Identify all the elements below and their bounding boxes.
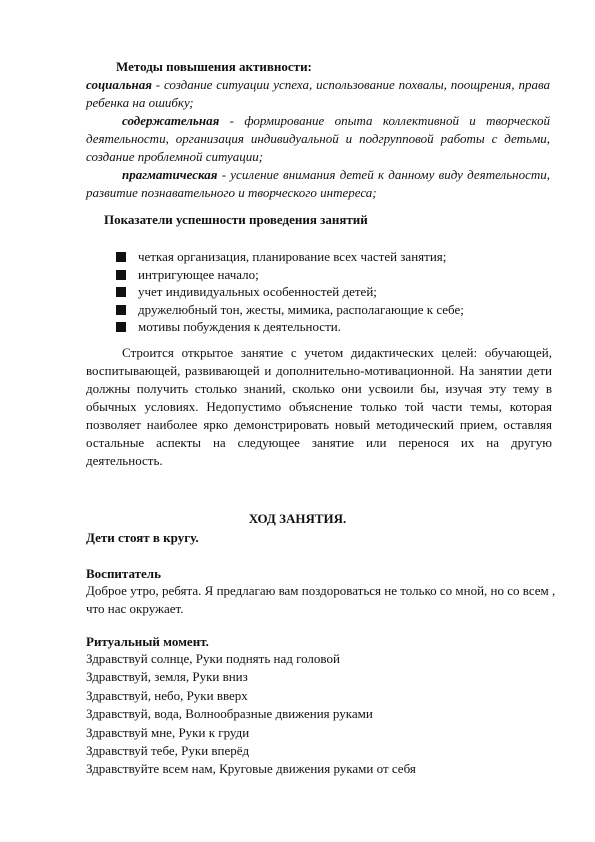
indicators-heading: Показатели успешности проведения занятий: [104, 212, 368, 227]
list-item: [116, 266, 464, 284]
list-item: [116, 318, 464, 336]
square-bullet-icon: [116, 287, 126, 297]
list-item-text: четкая организация, планирование всех частей занятия;: [138, 249, 447, 264]
method-term: содержательная: [122, 113, 220, 128]
ritual-line: Здравствуй, земля, Руки вниз: [86, 669, 248, 685]
body-paragraph: Строится открытое занятие с учетом дидактических целей: обучающей, воспитывающей, развивающей и дополнительно-мотивационной. На занятии дети должны получить столько знаний, сколько они усвоили бы, изучая эту тему в обычных условиях. Недопустимо объяснение только той части темы, которая позволяет наиболее ярко демонстрировать новый методический прием, оставляя остальные аспекты на следующее занятие или перенося их на другую деятельность.: [86, 345, 552, 468]
list-item: [116, 248, 464, 266]
ritual-line: Здравствуй тебе, Руки вперёд: [86, 743, 250, 759]
ritual-line: Здравствуй мне, Руки к груди: [86, 724, 250, 740]
method-pragmatic: [86, 166, 550, 202]
method-text: - создание ситуации успеха, использование похвалы, поощрения, права ребенка на ошибку;: [86, 77, 550, 110]
method-social: [86, 76, 550, 112]
course-title: ХОД ЗАНЯТИЯ.: [248, 511, 347, 526]
ritual-line: Здравствуй, вода, Волнообразные движения руками: [86, 706, 373, 722]
square-bullet-icon: [116, 252, 126, 262]
square-bullet-icon: [116, 270, 126, 280]
indicators-list: [116, 248, 464, 336]
ritual-list: [86, 650, 416, 779]
ritual-line: Здравствуйте всем нам, Круговые движения руками от себя: [86, 761, 416, 777]
list-item-text: дружелюбный тон, жесты, мимика, располагающие к себе;: [138, 301, 464, 317]
list-item-text: интригующее начало;: [138, 266, 259, 282]
ritual-line: Здравствуй солнце, Руки поднять над головой: [86, 651, 340, 666]
square-bullet-icon: [116, 305, 126, 315]
method-text: - усиление внимания детей к данному виду деятельности, развитие познавательного и творческого интереса;: [86, 167, 550, 200]
methods-heading: Методы повышения активности:: [116, 59, 312, 74]
method-term: социальная: [86, 77, 152, 92]
list-item: [116, 283, 464, 301]
method-term: прагматическая: [122, 167, 218, 182]
ritual-line: Здравствуй, небо, Руки вверх: [86, 687, 248, 703]
list-item-text: мотивы побуждения к деятельности.: [138, 319, 341, 335]
method-text: - формирование опыта коллективной и творческой деятельности, организация индивидуальной и подгрупповой работы с детьми, создание проблемной ситуации;: [86, 113, 550, 164]
list-item: [116, 301, 464, 319]
speaker-label: Воспитатель: [86, 566, 161, 581]
square-bullet-icon: [116, 322, 126, 332]
method-content: [86, 112, 550, 166]
stand-note: Дети стоят в кругу.: [86, 530, 199, 545]
list-item-text: учет индивидуальных особенностей детей;: [138, 284, 377, 300]
ritual-heading: Ритуальный момент.: [86, 634, 209, 649]
greeting-text: Доброе утро, ребята. Я предлагаю вам поздороваться не только со мной, но со всем , что нас окружает.: [86, 583, 556, 616]
